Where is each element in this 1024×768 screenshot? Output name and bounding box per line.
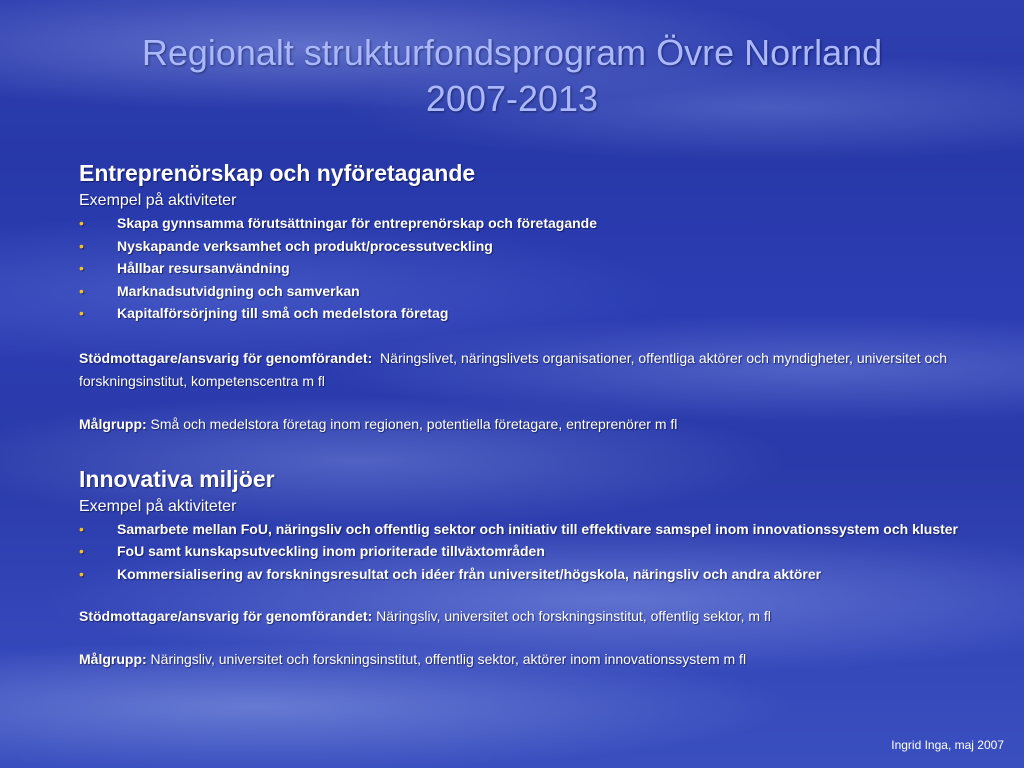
list-item <box>79 518 999 541</box>
bullet-icon: • <box>79 237 84 254</box>
section1-target-label: Målgrupp: <box>79 415 147 432</box>
bullet-text: Nyskapande verksamhet och produkt/processutveckling <box>117 237 493 254</box>
bullet-icon: • <box>79 282 84 299</box>
slide-content <box>79 156 999 671</box>
section2-recipient-text: Näringsliv, universitet och forskningsinstitut, offentlig sektor, m fl <box>376 608 771 624</box>
bullet-icon: • <box>79 215 84 231</box>
section2-bullet-list <box>79 518 999 586</box>
slide-title-line2: 2007-2013 <box>425 78 599 119</box>
bullet-icon: • <box>79 305 84 321</box>
list-item <box>79 235 999 258</box>
bullet-text: Skapa gynnsamma förutsättningar för entreprenörskap och företagande <box>117 215 597 231</box>
section1-recipient-label: Stödmottagare/ansvarig för genomförandet: <box>79 349 373 366</box>
section1-target-text: Små och medelstora företag inom regionen, potentiella företagare, entreprenörer m fl <box>150 415 678 432</box>
section2-recipient-label: Stödmottagare/ansvarig för genomförandet: <box>79 608 373 624</box>
list-item <box>79 257 999 280</box>
bullet-icon: • <box>79 543 84 559</box>
section2-target-label: Målgrupp: <box>79 651 147 667</box>
section1-recipient-text: Näringslivet, näringslivets organisationer, offentliga aktörer och myndigheter, universitet och forskningsinstitut, kompetenscentra m fl <box>79 349 948 389</box>
list-item <box>79 540 999 563</box>
section2-target-text: Näringsliv, universitet och forskningsinstitut, offentlig sektor, aktörer inom innovationssystem m fl <box>150 651 747 667</box>
section2-heading: Innovativa miljöer <box>79 465 275 492</box>
list-item <box>79 302 999 325</box>
bullet-text: FoU samt kunskapsutveckling inom prioriterade tillväxtområden <box>117 543 545 559</box>
list-item <box>79 563 999 586</box>
section1-target <box>79 413 999 436</box>
list-item <box>79 212 999 235</box>
bullet-text: Kommersialisering av forskningsresultat och idéer från universitet/högskola, näringsliv och andra aktörer <box>117 565 822 582</box>
footer-credit: Ingrid Inga, maj 2007 <box>891 738 1004 752</box>
slide-title <box>0 30 1024 122</box>
section1-bullet-list <box>79 212 999 325</box>
bullet-text: Hållbar resursanvändning <box>117 260 290 276</box>
slide-title-line1: Regionalt strukturfondsprogram Övre Norrland <box>141 32 883 73</box>
section2-target <box>79 648 999 671</box>
bullet-text: Samarbete mellan FoU, näringsliv och offentlig sektor och initiativ till effektivare samspel inom innovationssystem och kluster <box>117 520 958 537</box>
bullet-text: Kapitalförsörjning till små och medelstora företag <box>117 305 449 321</box>
bullet-icon: • <box>79 520 84 537</box>
list-item <box>79 280 999 303</box>
section1-subheading: Exempel på aktiviteter <box>79 192 237 209</box>
section2-recipient <box>79 605 999 628</box>
section1-recipient <box>79 347 999 393</box>
bullet-text: Marknadsutvidgning och samverkan <box>117 282 360 299</box>
bullet-icon: • <box>79 260 84 276</box>
section2-subheading: Exempel på aktiviteter <box>79 497 237 515</box>
bullet-icon: • <box>79 565 84 582</box>
section1-heading: Entreprenörskap och nyföretagande <box>79 160 476 186</box>
